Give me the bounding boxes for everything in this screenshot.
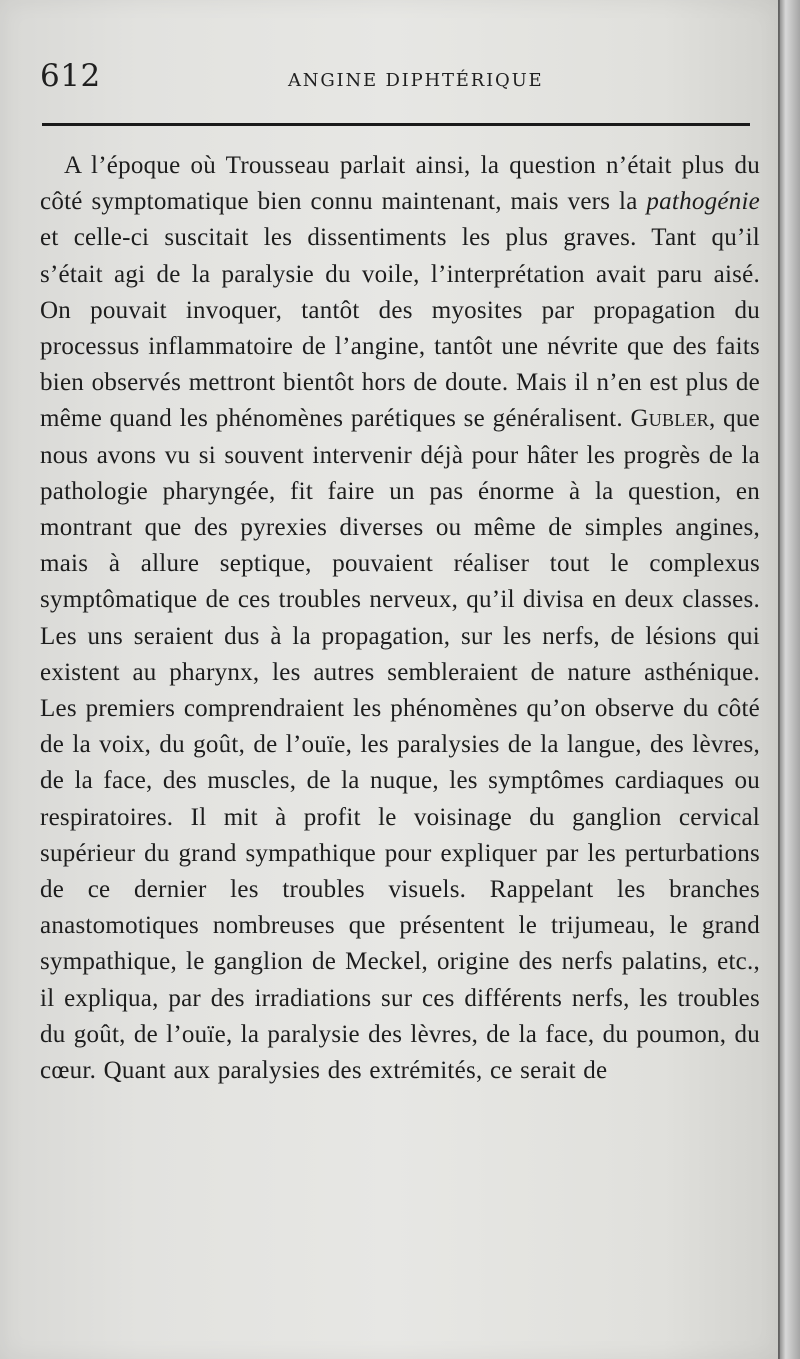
author-name: Gubler: [630, 405, 710, 433]
page-edge-line: [778, 0, 780, 1359]
page-number: 612: [40, 58, 101, 94]
page-edge-shadow: [778, 0, 800, 1359]
header-rule: [42, 123, 750, 126]
page-body: [40, 148, 760, 1089]
intro-text: A l’époque où Trousseau parlait ainsi, la question n’était plus du côté symptomatique bien connu maintenant, mais vers la: [40, 152, 760, 216]
running-title: ANGINE DIPHTÉRIQUE: [288, 70, 544, 91]
remaining-text: , que nous avons vu si souvent intervenir déjà pour hâter les progrès de la pathologie pharyngée, fit faire un pas énorme à la question, en montrant que des pyrexies diverses ou même de simples angines, mais à allure septique, pouvaient réaliser tout le complexus symptômatique de ces troubles nerveux, qu’il divisa en deux classes. Les uns seraient dus à la propagation, sur les nerfs, de lésions qui existent au pharynx, les autres sembleraient de nature asthénique. Les premiers comprendraient les phénomènes qu’on observe du côté de la voix, du goût, de l’ouïe, les paralysies de la langue, des lèvres, de la face, des muscles, de la nuque, les symptômes cardiaques ou respiratoires. Il mit à profit le voisinage du ganglion cervical supérieur du grand sympathique pour expliquer par les perturbations de ce dernier les troubles visuels. Rappelant les branches anastomotiques nombreuses que présentent le trijumeau, le grand sympathique, le ganglion de Meckel, origine des nerfs palatins, etc., il expliqua, par des irradiations sur ces différents nerfs, les troubles du goût, de l’ouïe, la paralysie des lèvres, de la face, du poumon, du cœur. Quant aux paralysies des extrémités, ce serait de: [40, 405, 760, 1085]
emphasized-term: pathogénie: [646, 188, 760, 216]
continuation-text: et celle-ci suscitait les dissentiments les plus graves. Tant qu’il s’était agi de la paralysie du voile, l’interprétation avait paru aisé. On pouvait invoquer, tantôt des myosites par propagation du processus inflammatoire de l’angine, tantôt une névrite que des faits bien observés mettront bientôt hors de doute. Mais il n’en est plus de même quand les phénomènes parétiques se généralisent.: [40, 224, 760, 433]
page-header: [40, 58, 752, 98]
main-paragraph: [40, 148, 760, 1089]
